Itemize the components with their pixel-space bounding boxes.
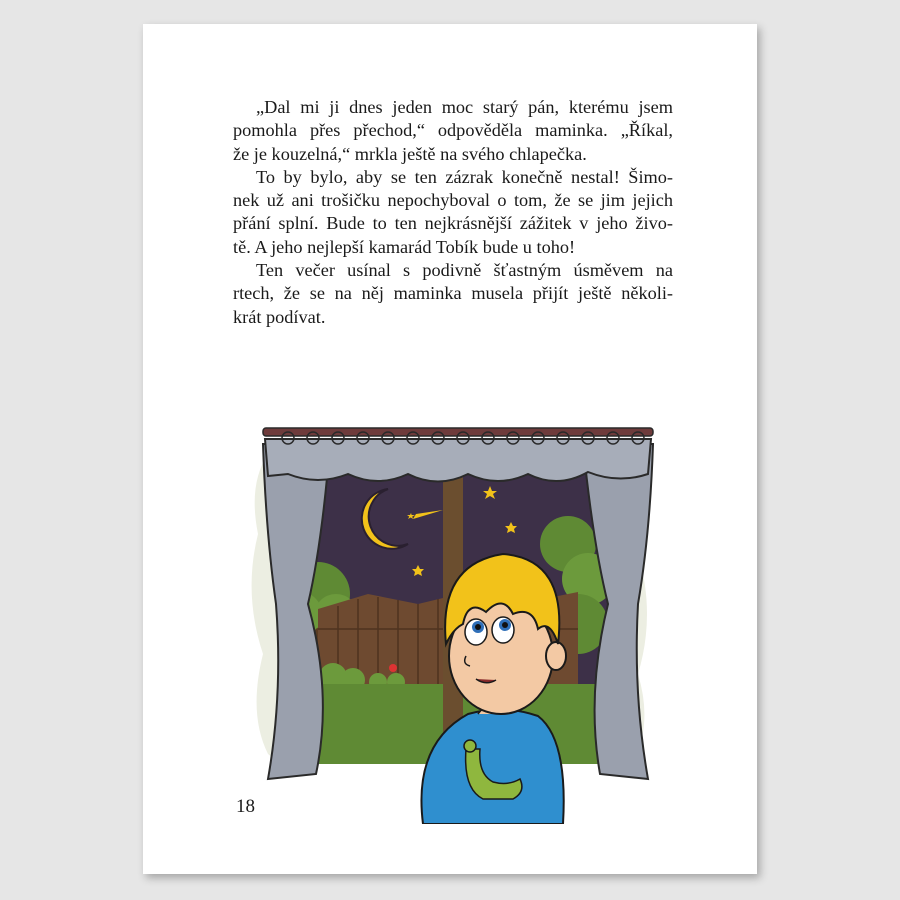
text-line: Ten večer usínal s podivně šťastným úsměvem na <box>256 260 673 281</box>
paragraph-2 <box>233 166 673 259</box>
paragraph-3 <box>233 259 673 329</box>
dinosaur-head <box>464 740 476 752</box>
paragraph-1 <box>233 96 673 166</box>
story-text <box>233 96 673 329</box>
flower <box>389 664 397 672</box>
book-page <box>143 24 757 874</box>
illustration-boy-at-window <box>238 394 678 824</box>
text-line: krát podívat. <box>233 306 326 327</box>
text-line: „Dal mi ji dnes jeden moc starý pán, kterému jsem <box>256 97 673 117</box>
page-number: 18 <box>236 796 255 817</box>
text-line: pomohla přes přechod,“ odpověděla maminka. „Říkal, <box>233 120 673 141</box>
text-line: přání splní. Bude to ten nejkrásnější zážitek v jeho živo- <box>233 213 673 234</box>
text-line: To by bylo, aby se ten zázrak konečně nestal! Šimo- <box>256 166 673 187</box>
boy-ear <box>546 642 566 670</box>
pupil-dot-left <box>475 624 481 630</box>
text-line: že je kouzelná,“ mrkla ještě na svého chlapečka. <box>233 143 587 164</box>
pupil-dot-right <box>502 622 508 628</box>
text-line: tě. A jeho nejlepší kamarád Tobík bude u toho! <box>233 236 576 257</box>
text-line: rtech, že se na něj maminka musela přijít ještě několi- <box>233 283 673 304</box>
text-line: nek už ani trošičku nepochyboval o tom, že se jim jejich <box>233 190 673 211</box>
